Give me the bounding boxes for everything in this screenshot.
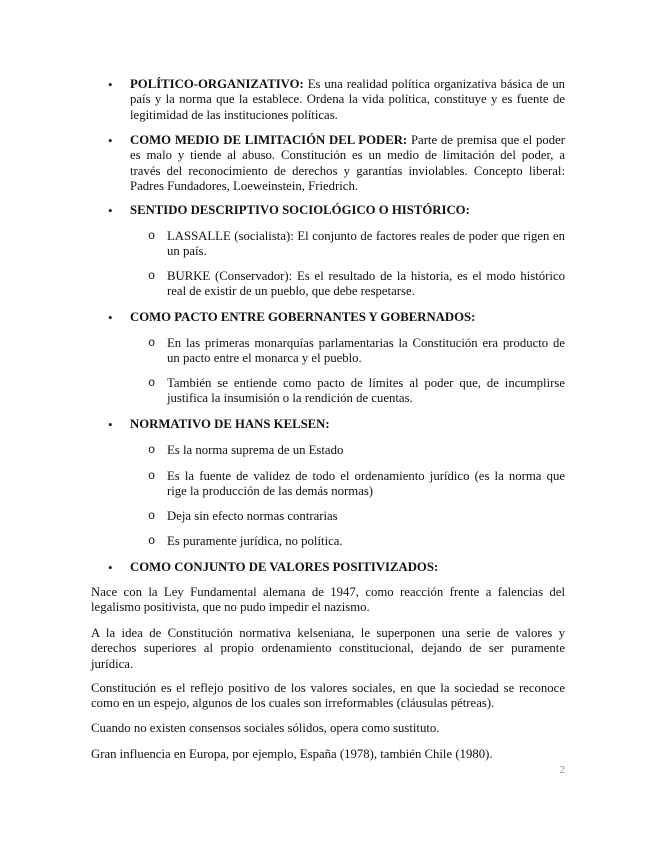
- bullet-text: Es una realidad política organizativa básica de un: [307, 77, 566, 91]
- bullet-marker: •: [108, 310, 113, 325]
- paragraph-line: legalismo positivista, que no pudo impedir el nazismo.: [91, 600, 370, 615]
- bullet-marker: •: [108, 560, 113, 575]
- bullet-heading: SENTIDO DESCRIPTIVO SOCIOLÓGICO O HISTÓRICO:: [130, 203, 470, 217]
- sub-bullet-line: Es la fuente de validez de todo el ordenamiento jurídico (es la norma que: [167, 469, 565, 483]
- paragraph: [91, 626, 565, 672]
- sub-bullet-line: También se entiende como pacto de límites al poder que, de incumplirse: [167, 376, 565, 390]
- bullet-block: [108, 417, 565, 432]
- sub-bullet-item: [148, 269, 565, 300]
- bullet-text-line: es malo y tiende al abuso. Constitución es un medio de limitación del poder, a: [130, 148, 565, 163]
- sub-bullet-marker: o: [148, 443, 156, 457]
- bullet-heading: COMO PACTO ENTRE GOBERNANTES Y GOBERNADOS:: [130, 310, 476, 324]
- paragraph: [91, 721, 565, 736]
- sub-bullet-marker: o: [148, 336, 156, 350]
- bullet-block: [108, 203, 565, 218]
- paragraph-line: Constitución es el reflejo positivo de los valores sociales, en que la sociedad se reconoce: [91, 681, 565, 695]
- sub-bullet-line: LASSALLE (socialista): El conjunto de factores reales de poder que rigen en: [167, 229, 565, 243]
- bullet-block: [108, 560, 565, 575]
- bullet-heading: COMO CONJUNTO DE VALORES POSITIVIZADOS:: [130, 560, 439, 574]
- bullet-line: [130, 77, 565, 92]
- paragraph-line: jurídica.: [91, 656, 134, 671]
- bullet-heading: COMO MEDIO DE LIMITACIÓN DEL PODER:: [130, 133, 408, 147]
- sub-bullet-line: Es la norma suprema de un Estado: [167, 443, 344, 457]
- sub-bullet-line: Deja sin efecto normas contrarias: [167, 509, 338, 523]
- paragraph: [91, 681, 565, 712]
- bullet-heading: NORMATIVO DE HANS KELSEN:: [130, 417, 330, 431]
- paragraph-line: derechos superiores al propio ordenamiento constitucional, dejando de ser puramente: [91, 641, 565, 656]
- sub-bullet-item: [148, 443, 565, 458]
- sub-bullet-marker: o: [148, 509, 156, 523]
- paragraph-line: Cuando no existen consensos sociales sólidos, opera como sustituto.: [91, 721, 440, 735]
- sub-bullet-marker: o: [148, 269, 156, 283]
- sub-bullet-item: [148, 534, 565, 549]
- sub-bullet-line: BURKE (Conservador): Es el resultado de la historia, es el modo histórico: [167, 269, 565, 283]
- bullet-marker: •: [108, 77, 113, 92]
- paragraph-line: A la idea de Constitución normativa kelseniana, le superponen una serie de valores y: [91, 626, 565, 640]
- bullet-text: Parte de premisa que el poder: [410, 133, 566, 147]
- bullet-block: [108, 77, 566, 123]
- paragraph: [91, 585, 565, 616]
- bullet-text-line: legitimidad de las instituciones políticas.: [130, 107, 338, 122]
- page-number: 2: [559, 764, 565, 776]
- bullet-block: [108, 133, 566, 194]
- paragraph: [91, 747, 565, 762]
- bullet-line: [130, 133, 565, 148]
- sub-bullet-marker: o: [148, 534, 156, 548]
- sub-bullet-line: rige la producción de las demás normas): [167, 484, 374, 499]
- sub-bullet-line: un país.: [167, 244, 207, 259]
- sub-bullet-item: [148, 336, 565, 367]
- sub-bullet-marker: o: [148, 229, 156, 243]
- bullet-text-line: país y la norma que la establece. Ordena la vida política, constituye y es fuente de: [130, 92, 565, 107]
- paragraph-line: como en un espejo, algunos de los cuales son irreformables (cláusulas pétreas).: [91, 696, 495, 711]
- bullet-text-line: Padres Fundadores, Loeweinstein, Friedrich.: [130, 178, 359, 193]
- sub-bullet-line: justifica la insumisión o la rendición de cuentas.: [167, 391, 413, 406]
- paragraph-line: Nace con la Ley Fundamental alemana de 1947, como reacción frente a falencias del: [91, 585, 565, 599]
- sub-bullet-line: real de existir de un pueblo, que debe respetarse.: [167, 284, 415, 299]
- bullet-marker: •: [108, 133, 113, 148]
- paragraph-line: Gran influencia en Europa, por ejemplo, España (1978), también Chile (1980).: [91, 747, 493, 761]
- bullet-marker: •: [108, 203, 113, 218]
- sub-bullet-item: [148, 229, 565, 260]
- sub-bullet-line: En las primeras monarquías parlamentarias la Constitución era producto de: [167, 336, 565, 350]
- bullet-marker: •: [108, 417, 113, 432]
- bullet-heading: POLÍTICO-ORGANIZATIVO:: [130, 77, 304, 91]
- bullet-block: [108, 310, 565, 325]
- sub-bullet-item: [148, 509, 565, 524]
- sub-bullet-item: [148, 376, 565, 407]
- bullet-text-line: través del reconocimiento de derechos y garantías inviolables. Concepto liberal:: [130, 163, 565, 178]
- sub-bullet-marker: o: [148, 376, 156, 390]
- sub-bullet-line: Es puramente jurídica, no política.: [167, 534, 343, 548]
- sub-bullet-item: [148, 469, 565, 500]
- sub-bullet-line: un pacto entre el monarca y el pueblo.: [167, 351, 362, 366]
- sub-bullet-marker: o: [148, 469, 156, 483]
